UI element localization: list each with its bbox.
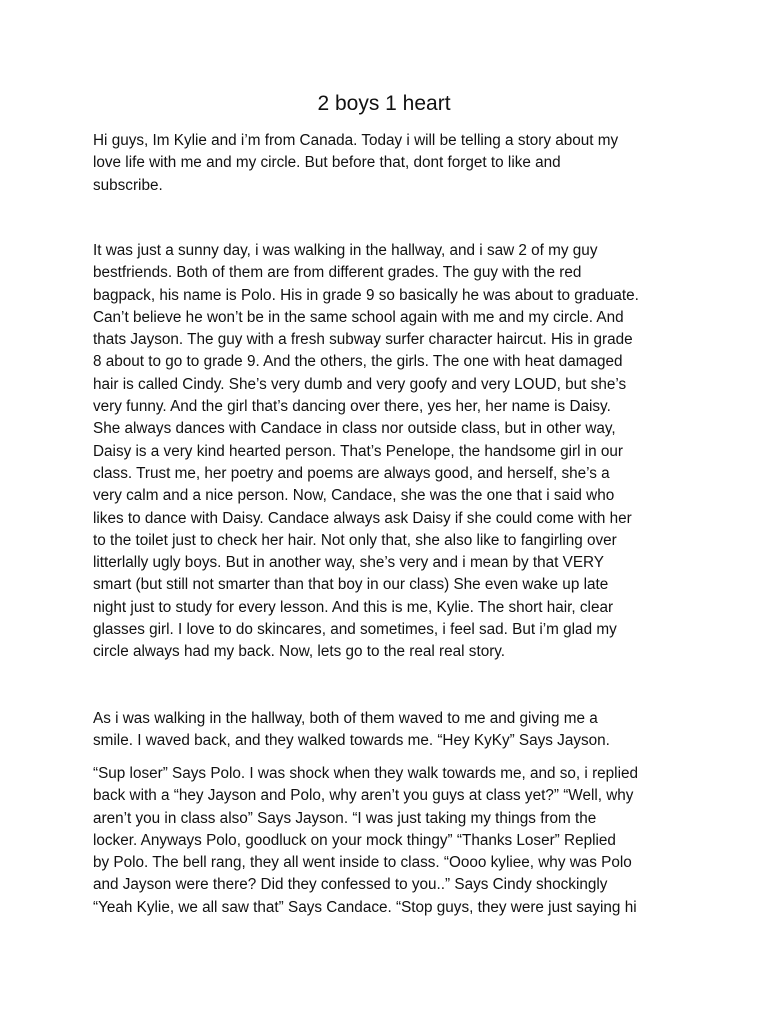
text-line: locker. Anyways Polo, goodluck on your mock thingy” “Thanks Loser” Replied [93,831,616,849]
text-line: “Sup loser” Says Polo. I was shock when they walk towards me, and so, i replied [93,765,638,782]
text-line: Daisy is a very kind hearted person. That’s Penelope, the handsome girl in our [93,442,624,460]
paragraph-intro [93,130,683,197]
text-line: very calm and a nice person. Now, Candace, she was the one that i said who [93,487,615,505]
text-line: subscribe. [93,176,163,194]
text-line: by Polo. The bell rang, they all went inside to class. “Oooo kyliee, why was Polo [93,854,632,872]
text-line: smart (but still not smarter than that boy in our class) She even wake up late [93,576,609,594]
text-line: As i was walking in the hallway, both of them waved to me and giving me a [93,710,598,727]
text-line: “Yeah Kylie, we all saw that” Says Candace. “Stop guys, they were just saying hi [93,898,637,916]
text-line: She always dances with Candace in class nor outside class, but in other way, [93,420,616,438]
paragraph-hallway [93,708,683,753]
text-line: glasses girl. I love to do skincares, and sometimes, i feel sad. But i’m glad my [93,621,617,639]
text-line: circle always had my back. Now, lets go to the real real story. [93,643,506,661]
text-line: bestfriends. Both of them are from different grades. The guy with the red [93,264,582,282]
text-line: smile. I waved back, and they walked towards me. “Hey KyKy” Says Jayson. [93,732,610,750]
text-line: bagpack, his name is Polo. His in grade 9 so basically he was about to graduate. [93,286,639,304]
text-line: very funny. And the girl that’s dancing over there, yes her, her name is Daisy. [93,398,611,416]
text-line: Hi guys, Im Kylie and i’m from Canada. Today i will be telling a story about my [93,132,619,149]
document-title: 2 boys 1 heart [317,92,451,115]
text-line: litterlally ugly boys. But in another way, she’s very and i mean by that VERY [93,554,605,572]
text-line: hair is called Cindy. She’s very dumb and very goofy and very LOUD, but she’s [93,375,627,393]
text-line: to the toilet just to check her hair. Not only that, she also like to fangirling over [93,531,617,549]
text-line: likes to dance with Daisy. Candace always ask Daisy if she could come with her [93,509,632,527]
text-line: Can’t believe he won’t be in the same school again with me and my circle. And [93,308,624,326]
paragraph-characters [93,240,683,664]
text-line: back with a “hey Jayson and Polo, why aren’t you guys at class yet?” “Well, why [93,787,634,805]
text-line: and Jayson were there? Did they confessed to you..” Says Cindy shockingly [93,876,608,894]
text-line: night just to study for every lesson. And this is me, Kylie. The short hair, clear [93,598,614,616]
text-line: thats Jayson. The guy with a fresh subway surfer character haircut. His in grade [93,331,633,349]
text-line: class. Trust me, her poetry and poems are always good, and herself, she’s a [93,464,610,482]
text-line: love life with me and my circle. But before that, dont forget to like and [93,154,561,172]
text-line: 8 about to go to grade 9. And the others, the girls. The one with heat damaged [93,353,623,371]
text-line: aren’t you in class also” Says Jayson. “I was just taking my things from the [93,809,597,827]
text-line: It was just a sunny day, i was walking in the hallway, and i saw 2 of my guy [93,242,598,259]
paragraph-dialogue [93,763,683,919]
